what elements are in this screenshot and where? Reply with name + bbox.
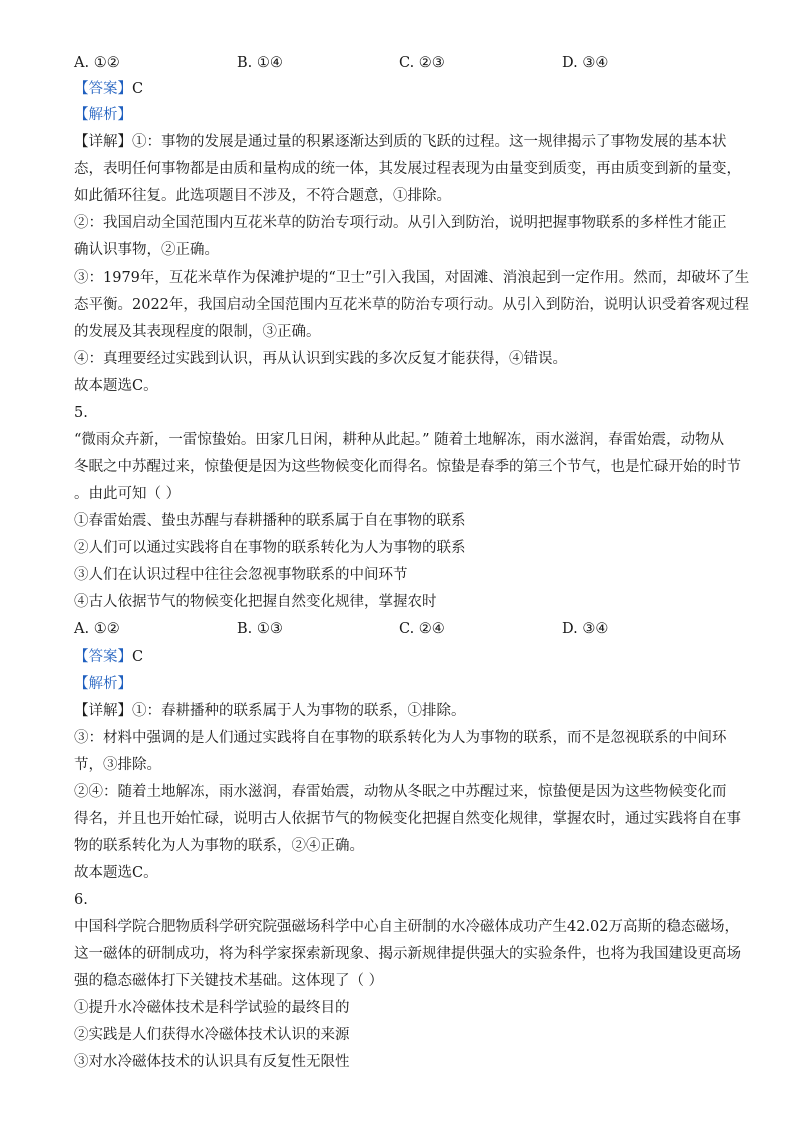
q5-detail-line: ②④：随着土地解冻，雨水滋润，春雷始震，动物从冬眠之中苏醒过来，惊蛰便是因为这些物候变化而	[74, 784, 727, 800]
q5-analysis-label: 【解析】	[74, 676, 132, 692]
q5-choice: ③人们在认识过程中往往会忽视事物联系的中间环节	[74, 567, 408, 583]
q6-stem-line: 中国科学院合肥物质科学研究院强磁场科学中心自主研制的水冷磁体成功产生42.02万高斯的稳态磁场，	[74, 919, 740, 935]
q6-choice: ①提升水冷磁体技术是科学试验的最终目的	[74, 1000, 350, 1016]
q4-options	[74, 53, 734, 73]
option-d: D. ③④	[562, 621, 609, 637]
q5-choice: ①春雷始震、蛰虫苏醒与春耕播种的联系属于自在事物的联系	[74, 513, 466, 529]
q4-detail-line: ②：我国启动全国范围内互花米草的防治专项行动。从引入到防治，说明把握事物联系的多样性才能正	[74, 215, 727, 231]
q4-detail-line	[74, 132, 727, 152]
q4-detail-line: ③：1979年，互花米草作为保滩护堤的“卫士”引入我国，对固滩、消浪起到一定作用。然而，却破坏了生	[74, 270, 750, 286]
q4-detail-line: 态，表明任何事物都是由质和量构成的统一体，其发展过程表现为由量变到质变，再由质变到新的量变，	[74, 161, 741, 177]
q4-detail-line: ④：真理要经过实践到认识，再从认识到实践的多次反复才能获得，④错误。	[74, 351, 567, 367]
q4-detail-line: 的发展及其表现程度的限制，③正确。	[74, 324, 321, 340]
q6-choice: ②实践是人们获得水冷磁体技术认识的来源	[74, 1027, 350, 1043]
q6-stem-line: 强的稳态磁体打下关键技术基础。这体现了（ ）	[74, 973, 384, 989]
option-b: B. ①③	[237, 621, 283, 637]
q5-options	[74, 619, 734, 639]
detail-label: 【详解】	[74, 703, 132, 719]
q6-stem-line: 这一磁体的研制成功，将为科学家探索新现象、揭示新规律提供强大的实验条件，也将为我国建设更高场	[74, 946, 741, 962]
option-d: D. ③④	[562, 55, 609, 71]
option-c: C. ②③	[399, 55, 445, 71]
q5-detail-line: 物的联系转化为人为事物的联系，②④正确。	[74, 838, 364, 854]
q4-detail-line: 态平衡。2022年，我国启动全国范围内互花米草的防治专项行动。从引入到防治，说明认识受着客观过程	[74, 297, 749, 313]
q6-choice: ③对水冷磁体技术的认识具有反复性无限性	[74, 1054, 350, 1070]
q5-number: 5.	[74, 405, 88, 421]
answer-value: C	[132, 649, 144, 665]
q5-detail-line	[74, 701, 466, 721]
detail-label: 【详解】	[74, 134, 132, 150]
q5-detail-line: 节，③排除。	[74, 757, 161, 773]
q5-answer	[74, 647, 143, 667]
q4-detail-line: 故本题选C。	[74, 378, 158, 394]
answer-label: 【答案】	[74, 81, 132, 97]
detail-text: ①：事物的发展是通过量的积累逐渐达到质的飞跃的过程。这一规律揭示了事物发展的基本状	[132, 134, 727, 150]
option-c: C. ②④	[399, 621, 445, 637]
option-b: B. ①④	[237, 55, 283, 71]
q4-detail-line: 如此循环往复。此选项题目不涉及，不符合题意，①排除。	[74, 188, 451, 204]
q4-analysis-label: 【解析】	[74, 107, 132, 123]
option-a: A. ①②	[74, 621, 120, 637]
q5-stem-line: 。由此可知（ ）	[74, 486, 181, 502]
q4-detail-line: 确认识事物，②正确。	[74, 242, 219, 258]
q4-answer	[74, 79, 143, 99]
q5-choice: ④古人依据节气的物候变化把握自然变化规律，掌握农时	[74, 594, 437, 610]
q5-choice: ②人们可以通过实践将自在事物的联系转化为人为事物的联系	[74, 540, 466, 556]
q5-detail-line: 故本题选C。	[74, 865, 158, 881]
detail-text: ①：春耕播种的联系属于人为事物的联系，①排除。	[132, 703, 466, 719]
option-a: A. ①②	[74, 55, 120, 71]
q5-detail-line: 得名，并且也开始忙碌，说明古人依据节气的物候变化把握自然变化规律，掌握农时，通过实践将自在事	[74, 811, 741, 827]
q6-number: 6.	[74, 892, 88, 908]
answer-value: C	[132, 81, 144, 97]
q5-detail-line: ③：材料中强调的是人们通过实践将自在事物的联系转化为人为事物的联系，而不是忽视联系的中间环	[74, 730, 727, 746]
q5-stem-line: 冬眠之中苏醒过来，惊蛰便是因为这些物候变化而得名。惊蛰是春季的第三个节气，也是忙碌开始的时节	[74, 459, 741, 475]
q5-stem-line: “微雨众卉新，一雷惊蛰始。田家几日闲，耕种从此起。” 随着土地解冻，雨水滋润，春雷始震，动物从	[74, 432, 725, 448]
answer-label: 【答案】	[74, 649, 132, 665]
